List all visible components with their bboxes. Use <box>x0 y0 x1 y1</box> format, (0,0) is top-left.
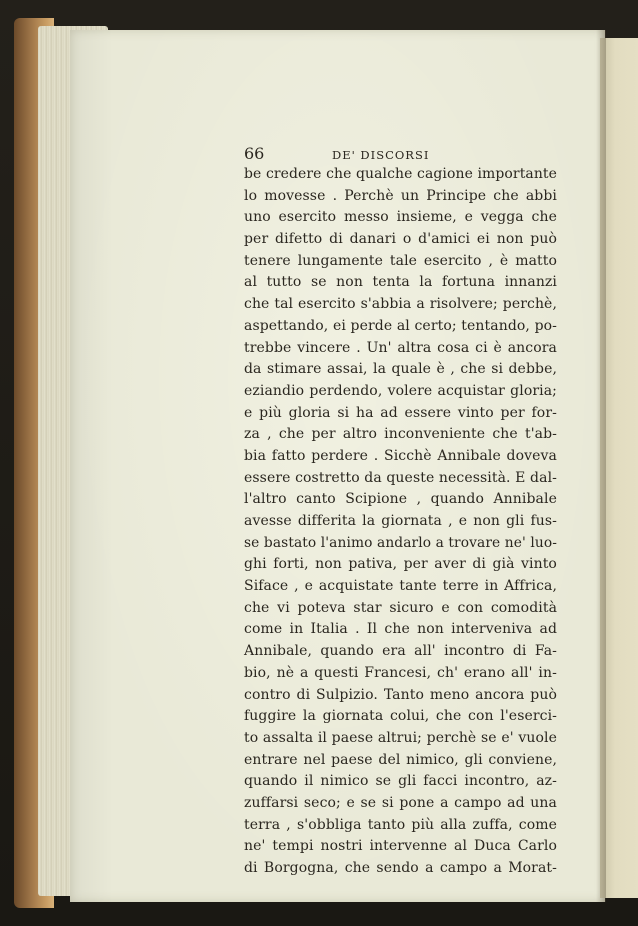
text-line: l'altro canto Scipione , quando Annibale <box>244 491 557 508</box>
text-line: aspettando, ei perde al certo; tentando, po- <box>244 317 557 334</box>
text-line: be credere che qualche cagione importante <box>244 166 558 182</box>
gutter-shadow <box>596 30 606 902</box>
text-line: Siface , e acquistate tante terre in Affrica, <box>244 578 558 595</box>
text-line: fuggire la giornata colui, che con l'eserci- <box>244 708 558 725</box>
text-line: to assalta il paese altrui; perchè se e' vuole <box>244 729 557 746</box>
text-line: contro di Sulpizio. Tanto meno ancora può <box>244 686 558 703</box>
text-line: di Borgogna, che sendo a campo a Morat- <box>244 860 557 876</box>
text-line: che tal esercito s'abbia a risolvere; perchè, <box>244 296 557 313</box>
text-line: ne' tempi nostri intervenne al Duca Carlo <box>244 838 557 855</box>
running-head <box>244 144 557 164</box>
running-head-title: DE' DISCORSI <box>332 148 430 162</box>
text-line: da stimare assai, la quale è , che si debbe, <box>244 361 558 378</box>
page-number: 66 <box>244 144 265 163</box>
text-line: tenere lungamente tale esercito , è matto <box>244 252 557 269</box>
text-line: entrare nel paese del nimico, gli conviene, <box>244 751 558 768</box>
text-line: eziandio perdendo, volere acquistar gloria; <box>244 382 557 399</box>
text-line: Annibale, quando era all' incontro di Fa- <box>244 643 557 660</box>
text-line: lo movesse . Perchè un Principe che abbi <box>244 187 557 204</box>
text-line: se bastato l'animo andarlo a trovare ne' luo- <box>244 534 557 551</box>
text-line: essere costretto da queste necessità. E dal- <box>244 469 557 486</box>
text-line: come in Italia . Il che non interveniva ad <box>244 621 558 638</box>
text-line: per difetto di danari o d'amici ei non può <box>244 231 557 248</box>
text-line: ghi forti, non pativa, per aver di già vinto <box>244 556 557 573</box>
text-line: bia fatto perdere . Sicchè Annibale doveva <box>244 447 557 464</box>
text-line: terra , s'obbliga tanto più alla zuffa, come <box>244 816 558 833</box>
text-line: quando il nimico se gli facci incontro, az- <box>244 773 557 790</box>
text-line: zuffarsi seco; e se si pone a campo ad una <box>244 794 557 811</box>
page-text-block <box>244 144 559 880</box>
text-line: avesse differita la giornata , e non gli fus- <box>244 513 557 529</box>
text-line: che vi poteva star sicuro e con comodità <box>244 599 558 616</box>
text-line: bio, nè a questi Francesi, ch' erano all' in- <box>244 664 557 681</box>
text-line: al tutto se non tenta la fortuna innanzi <box>244 274 557 291</box>
text-line: za , che per altro inconveniente che t'ab- <box>244 426 557 443</box>
text-line: trebbe vincere . Un' altra cosa ci è ancora <box>244 339 557 356</box>
body-text <box>244 164 559 880</box>
text-line: e più gloria si ha ad essere vinto per for- <box>244 404 557 421</box>
text-line: uno esercito messo insieme, e vegga che <box>244 209 557 226</box>
